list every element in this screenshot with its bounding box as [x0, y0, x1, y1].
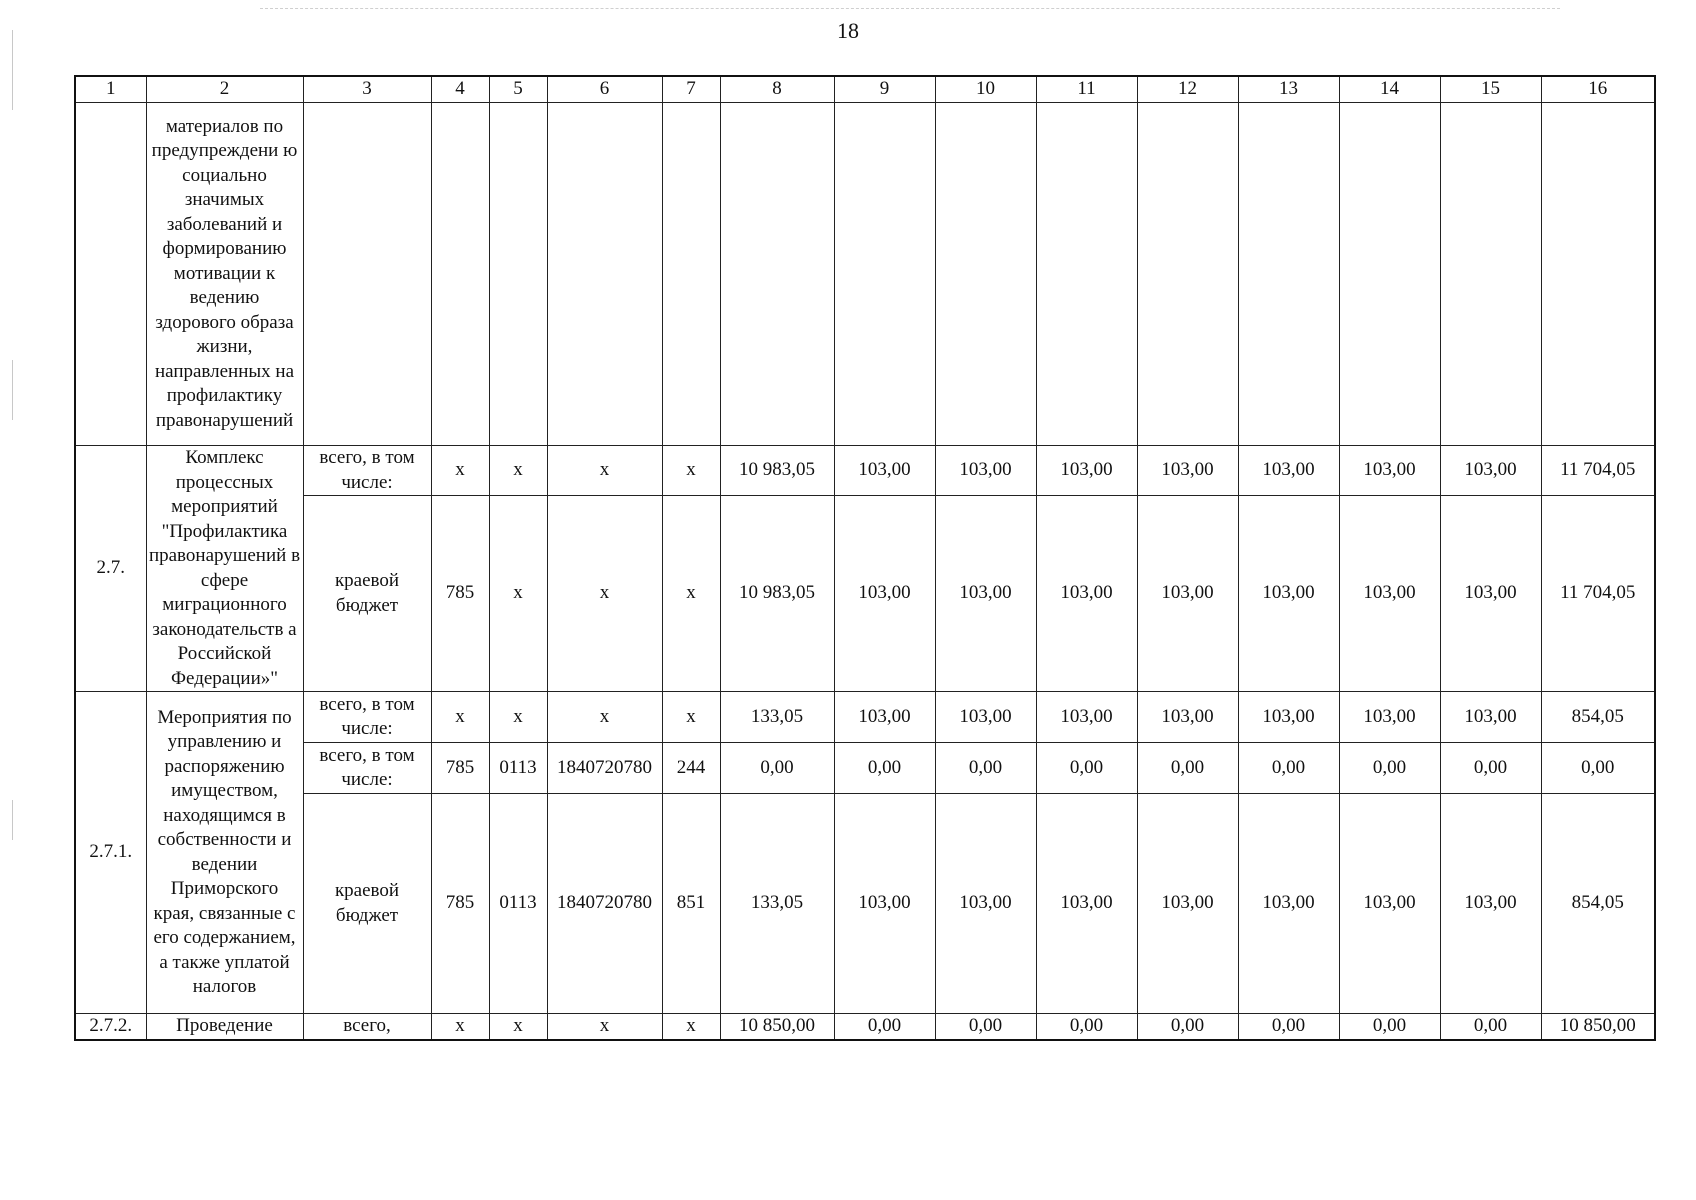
- table-cell: [1440, 103, 1541, 446]
- table-cell: 103,00: [834, 794, 935, 1014]
- table-cell: 0,00: [720, 743, 834, 794]
- table-row-continuation: [75, 103, 1655, 446]
- row-name-cell: Мероприятия по управлению и распоряжению имуществом, находящимся в собственности и ведении Приморского края, связанные с его содержанием, а также уплатой налогов: [146, 692, 303, 1014]
- column-header: 13: [1238, 76, 1339, 103]
- table-row: [75, 446, 1655, 496]
- scan-edge-mark: [12, 360, 13, 420]
- table-cell: 103,00: [1036, 446, 1137, 496]
- table-cell: 785: [431, 743, 489, 794]
- table-cell: x: [431, 1014, 489, 1040]
- table-cell: 0,00: [935, 1014, 1036, 1040]
- table-cell: x: [489, 1014, 547, 1040]
- table-cell: [1238, 103, 1339, 446]
- column-header: 16: [1541, 76, 1655, 103]
- table-cell: [1339, 103, 1440, 446]
- column-header: 15: [1440, 76, 1541, 103]
- table-cell: 0,00: [1137, 1014, 1238, 1040]
- table-cell: 11 704,05: [1541, 496, 1655, 692]
- row-name-cell: Проведение: [146, 1014, 303, 1040]
- table-row: [75, 743, 1655, 794]
- table-cell: [662, 103, 720, 446]
- table-cell: x: [662, 496, 720, 692]
- table-cell: 0,00: [1036, 1014, 1137, 1040]
- column-header: 8: [720, 76, 834, 103]
- table-cell: [720, 103, 834, 446]
- table-cell: 785: [431, 496, 489, 692]
- table-cell: 851: [662, 794, 720, 1014]
- column-header: 6: [547, 76, 662, 103]
- table-cell: x: [547, 446, 662, 496]
- row-number-cell: 2.7.2.: [75, 1014, 146, 1040]
- table-cell: 0,00: [1339, 743, 1440, 794]
- table-cell: [303, 103, 431, 446]
- table-cell: 103,00: [834, 446, 935, 496]
- scan-artifact-line: [260, 8, 1560, 13]
- table-cell: 103,00: [1137, 446, 1238, 496]
- funding-source-cell: всего,: [303, 1014, 431, 1040]
- table-cell: 10 850,00: [1541, 1014, 1655, 1040]
- table-cell: 103,00: [834, 692, 935, 743]
- table-cell: 0,00: [1036, 743, 1137, 794]
- row-number-cell: [75, 103, 146, 446]
- row-name-cell: Комплекс процессных мероприятий "Профилактика правонарушений в сфере миграционного законодательств а Российской Федерации»": [146, 446, 303, 692]
- table-cell: 0,00: [1440, 743, 1541, 794]
- column-header: 9: [834, 76, 935, 103]
- table-cell: 0,00: [935, 743, 1036, 794]
- table-cell: 103,00: [1137, 692, 1238, 743]
- table-cell: 10 850,00: [720, 1014, 834, 1040]
- table-cell: 1840720780: [547, 794, 662, 1014]
- column-header: 5: [489, 76, 547, 103]
- table-cell: x: [489, 692, 547, 743]
- table-cell: 103,00: [1137, 496, 1238, 692]
- table-cell: [1137, 103, 1238, 446]
- table-cell: 103,00: [1339, 794, 1440, 1014]
- table-cell: 854,05: [1541, 692, 1655, 743]
- table-cell: 10 983,05: [720, 496, 834, 692]
- table-cell: 133,05: [720, 692, 834, 743]
- table-cell: 0,00: [1440, 1014, 1541, 1040]
- column-header: 3: [303, 76, 431, 103]
- table-cell: x: [489, 446, 547, 496]
- table-cell: 0,00: [1238, 1014, 1339, 1040]
- table-cell: 244: [662, 743, 720, 794]
- table-row: [75, 794, 1655, 1014]
- table-cell: 103,00: [1036, 692, 1137, 743]
- funding-source-cell: всего, в том числе:: [303, 692, 431, 743]
- table-cell: [1036, 103, 1137, 446]
- budget-table: [74, 75, 1656, 1041]
- table-cell: 0,00: [1238, 743, 1339, 794]
- table-cell: x: [431, 692, 489, 743]
- table-cell: x: [547, 1014, 662, 1040]
- table-cell: 103,00: [1238, 692, 1339, 743]
- table-cell: 103,00: [1440, 692, 1541, 743]
- column-header: 12: [1137, 76, 1238, 103]
- table-cell: 0113: [489, 794, 547, 1014]
- table-cell: 103,00: [935, 446, 1036, 496]
- header-row: [75, 76, 1655, 103]
- table-row: [75, 496, 1655, 692]
- table-cell: x: [547, 692, 662, 743]
- table-cell: 103,00: [935, 496, 1036, 692]
- table-cell: 0,00: [834, 743, 935, 794]
- table-cell: 0,00: [1137, 743, 1238, 794]
- table-cell: x: [489, 496, 547, 692]
- table-cell: 103,00: [935, 794, 1036, 1014]
- table-cell: [834, 103, 935, 446]
- row-number-cell: 2.7.1.: [75, 692, 146, 1014]
- table-cell: x: [547, 496, 662, 692]
- table-cell: 10 983,05: [720, 446, 834, 496]
- table-cell: 103,00: [1238, 496, 1339, 692]
- table-cell: 103,00: [1036, 496, 1137, 692]
- table-cell: 854,05: [1541, 794, 1655, 1014]
- table-cell: 103,00: [1440, 446, 1541, 496]
- table-cell: 11 704,05: [1541, 446, 1655, 496]
- page-number: 18: [837, 18, 859, 43]
- table-cell: 0113: [489, 743, 547, 794]
- table-row: [75, 1014, 1655, 1040]
- funding-source-cell: краевой бюджет: [303, 794, 431, 1014]
- table-cell: 0,00: [1541, 743, 1655, 794]
- table-cell: x: [662, 446, 720, 496]
- funding-source-cell: всего, в том числе:: [303, 743, 431, 794]
- table-cell: [935, 103, 1036, 446]
- column-header: 11: [1036, 76, 1137, 103]
- table-cell: 1840720780: [547, 743, 662, 794]
- table-cell: 103,00: [1440, 794, 1541, 1014]
- table-cell: 133,05: [720, 794, 834, 1014]
- funding-source-cell: краевой бюджет: [303, 496, 431, 692]
- table-cell: x: [431, 446, 489, 496]
- table-cell: x: [662, 1014, 720, 1040]
- column-header: 10: [935, 76, 1036, 103]
- table-cell: 103,00: [834, 496, 935, 692]
- column-header: 1: [75, 76, 146, 103]
- table-cell: 0,00: [1339, 1014, 1440, 1040]
- table-row: [75, 692, 1655, 743]
- column-header: 4: [431, 76, 489, 103]
- funding-source-cell: всего, в том числе:: [303, 446, 431, 496]
- table-cell: 103,00: [1238, 794, 1339, 1014]
- row-name-cell: материалов по предупреждени ю социально значимых заболеваний и формированию мотивации к ведению здорового образа жизни, направленных на профилактику правонарушений: [146, 103, 303, 446]
- table-cell: [489, 103, 547, 446]
- column-header: 2: [146, 76, 303, 103]
- table-cell: 785: [431, 794, 489, 1014]
- table-cell: [431, 103, 489, 446]
- table-cell: x: [662, 692, 720, 743]
- table-cell: [547, 103, 662, 446]
- scan-edge-mark: [12, 800, 13, 840]
- table-cell: 103,00: [935, 692, 1036, 743]
- table-cell: 0,00: [834, 1014, 935, 1040]
- table-cell: [1541, 103, 1655, 446]
- table-cell: 103,00: [1339, 446, 1440, 496]
- column-header: 14: [1339, 76, 1440, 103]
- table-cell: 103,00: [1036, 794, 1137, 1014]
- table-cell: 103,00: [1137, 794, 1238, 1014]
- table-cell: 103,00: [1440, 496, 1541, 692]
- table-cell: 103,00: [1339, 496, 1440, 692]
- column-header: 7: [662, 76, 720, 103]
- row-number-cell: 2.7.: [75, 446, 146, 692]
- table-cell: 103,00: [1339, 692, 1440, 743]
- table-cell: 103,00: [1238, 446, 1339, 496]
